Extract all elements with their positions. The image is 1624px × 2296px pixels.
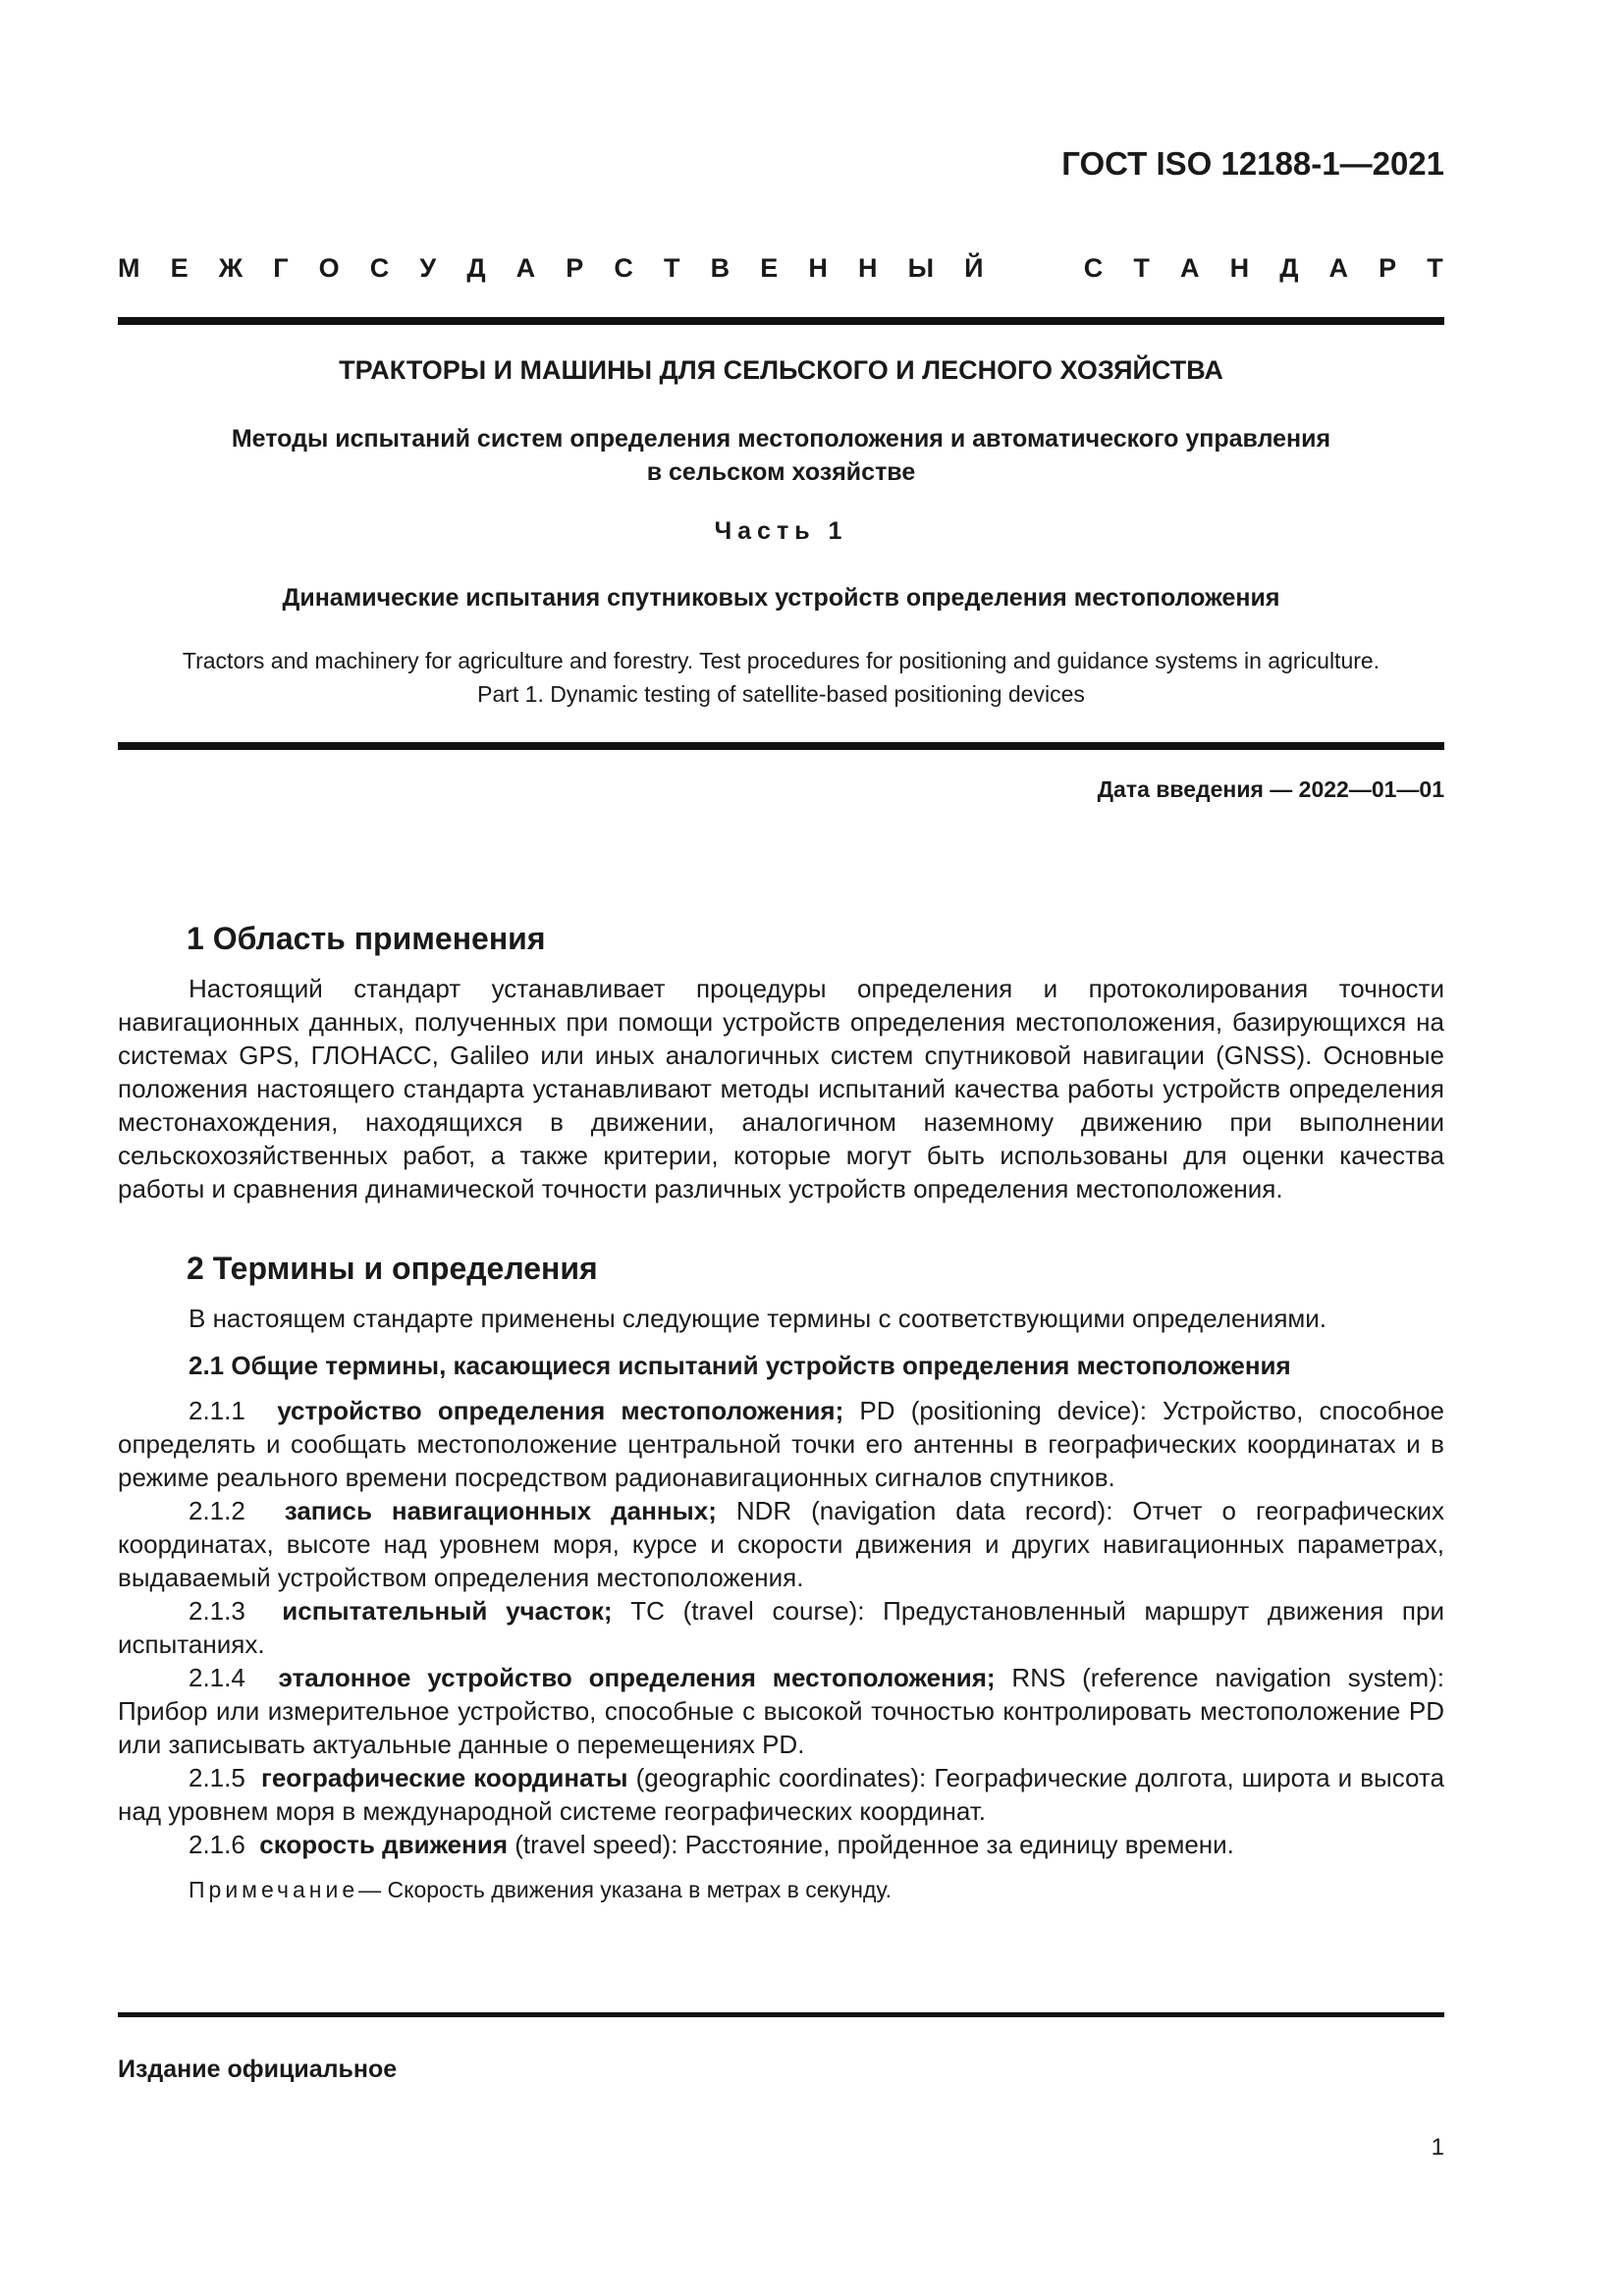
introduction-date: Дата введения — 2022—01—01 bbox=[1097, 776, 1444, 802]
note-label: Примечание bbox=[189, 1877, 359, 1902]
term-2-1-1: 2.1.1 устройство определения местоположения; PD (positioning device): Устройство, способное определять и сообщать местоположение центральной точки его антенны в географических координатах и в режиме реального времени посредством радионавигационных сигналов спутников. bbox=[118, 1396, 1444, 1492]
english-title-line-1: Tractors and machinery for agriculture and forestry. Test procedures for positioning and guidance systems in agriculture. bbox=[182, 648, 1380, 673]
document-number: ГОСТ ISO 12188-1—2021 bbox=[1061, 145, 1444, 182]
part-name: Динамические испытания спутниковых устройств определения местоположения bbox=[282, 584, 1280, 612]
official-edition-label: Издание официальное bbox=[118, 2056, 398, 2083]
term-2-1-2: 2.1.2 запись навигационных данных; NDR (navigation data record): Отчет о географических координатах, высоте над уровнем моря, курсе и скорости движения и других навигационных параметрах, выдаваемый устройством определения местоположения. bbox=[118, 1496, 1444, 1592]
title-divider bbox=[118, 742, 1444, 750]
bottom-divider bbox=[118, 2012, 1444, 2017]
term-2-1-4: 2.1.4 эталонное устройство определения местоположения; RNS (reference navigation system): Прибор или измерительное устройство, способные с высокой точностью контролировать местоположение PD или записывать актуальные данные о перемещениях PD. bbox=[118, 1663, 1445, 1759]
document-body bbox=[118, 919, 1444, 1929]
document-title: ТРАКТОРЫ И МАШИНЫ ДЛЯ СЕЛЬСКОГО И ЛЕСНОГО ХОЗЯЙСТВА bbox=[339, 355, 1223, 385]
page-number: 1 bbox=[1431, 2134, 1444, 2161]
english-title bbox=[118, 644, 1444, 711]
section-2-title: 2 Термины и определения bbox=[187, 1251, 598, 1286]
note-text: — Скорость движения указана в метрах в секунду. bbox=[358, 1877, 893, 1902]
section-1-title: 1 Область применения bbox=[187, 921, 546, 956]
subtitle-line-1: Методы испытаний систем определения местоположения и автоматического управления bbox=[231, 425, 1331, 453]
part-label: Часть 1 bbox=[714, 517, 848, 545]
subtitle-line-2: в сельском хозяйстве bbox=[646, 458, 916, 486]
note bbox=[118, 1873, 1444, 1906]
standard-kind-heading: М Е Ж Г О С У Д А Р С Т В Е Н Н Ы Й С Т А Н Д А Р Т bbox=[118, 253, 1443, 283]
subsection-2-1-title: 2.1 Общие термины, касающиеся испытаний устройств определения местоположения bbox=[189, 1351, 1291, 1380]
english-title-line-2: Part 1. Dynamic testing of satellite-based positioning devices bbox=[477, 681, 1085, 707]
section-2-intro: В настоящем стандарте применены следующие термины с соответствующими определениями. bbox=[189, 1304, 1327, 1333]
term-2-1-6: 2.1.6 скорость движения (travel speed): Расстояние, пройденное за единицу времени. bbox=[189, 1830, 1234, 1859]
term-2-1-5: 2.1.5 географические координаты (geographic coordinates): Географические долгота, широта и высота над уровнем моря в международной системе географических координат. bbox=[118, 1763, 1444, 1826]
top-divider bbox=[118, 317, 1444, 325]
term-2-1-3: 2.1.3 испытательный участок; TC (travel course): Предустановленный маршрут движения при испытаниях. bbox=[118, 1596, 1444, 1659]
document-subtitle bbox=[118, 422, 1444, 489]
section-1-text: Настоящий стандарт устанавливает процедуры определения и протоколирования точности навигационных данных, полученных при помощи устройств определения местоположения, базирующихся на системах GPS, ГЛОНАСС, Galileo или иных аналогичных систем спутниковой навигации (GNSS). Основные положения настоящего стандарта устанавливают методы испытаний качества работы устройств определения местонахождения, находящихся в движении, аналогичном наземному движению при выполнении сельскохозяйственных работ, а также критерии, которые могут быть использованы для оценки качества работы и сравнения динамической точности различных устройств определения местоположения. bbox=[118, 974, 1444, 1203]
